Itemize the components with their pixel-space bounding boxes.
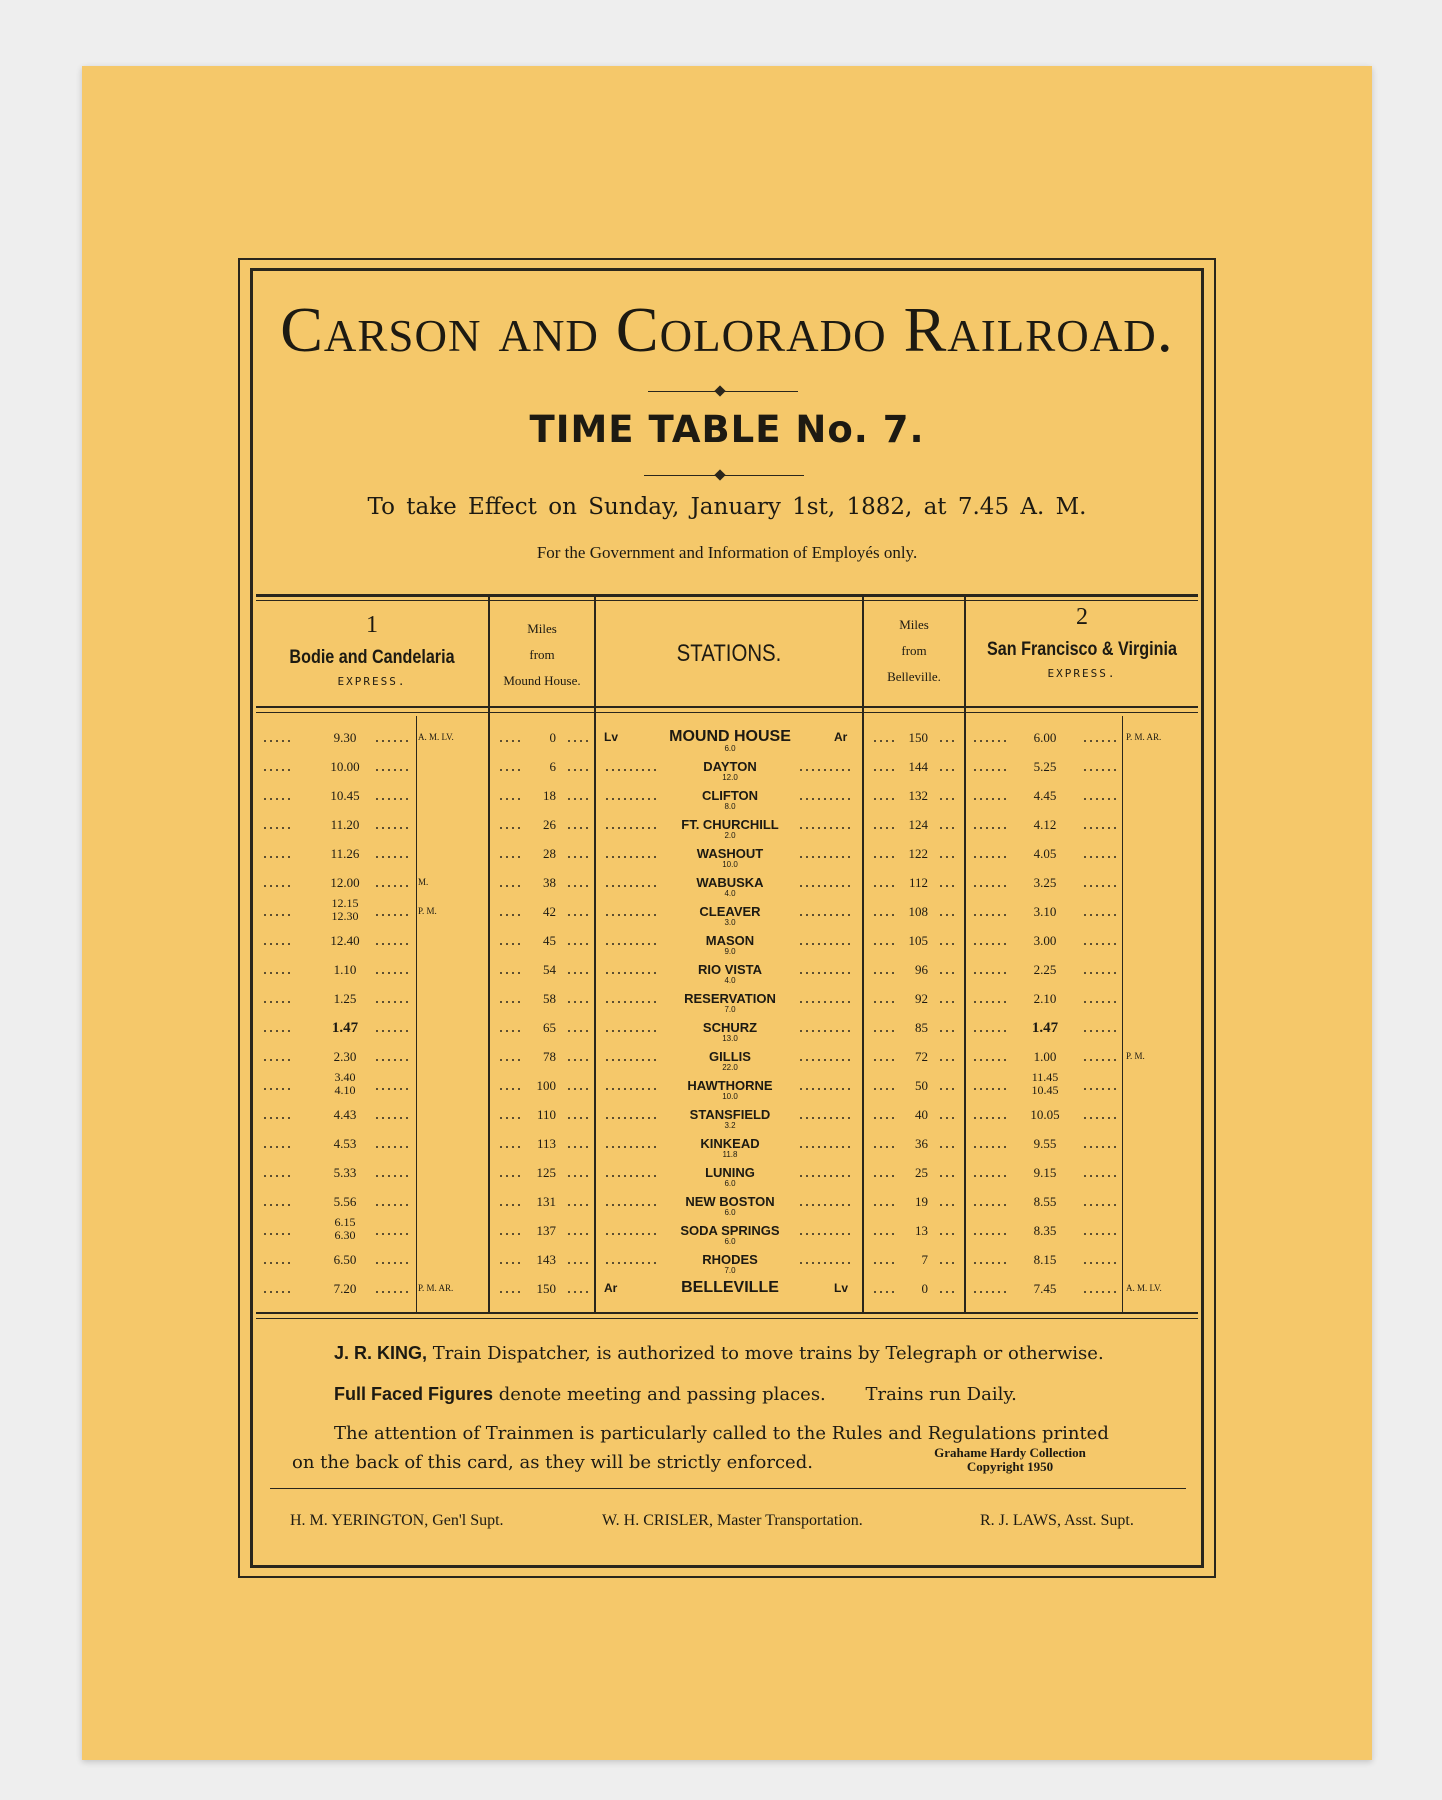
train1-time: 4.53 bbox=[333, 1136, 357, 1151]
train2-time: 1.47 bbox=[1031, 1020, 1059, 1036]
station-leader-right bbox=[798, 827, 854, 829]
leader-dots bbox=[262, 1059, 290, 1061]
station-name: MOUND HOUSE bbox=[669, 728, 791, 745]
station-name: CLEAVER bbox=[699, 904, 761, 919]
station-name: RESERVATION bbox=[684, 991, 776, 1006]
miles-from-mound: 18 bbox=[543, 788, 556, 803]
signature-rule bbox=[270, 1488, 1186, 1489]
leader-dots bbox=[938, 1059, 958, 1061]
leader-dots bbox=[498, 1291, 522, 1293]
miles-from-belleville: 122 bbox=[908, 846, 928, 861]
train2-time: 4.45 bbox=[1033, 788, 1057, 803]
leader-dots bbox=[498, 1001, 522, 1003]
train2-time: 8.55 bbox=[1033, 1194, 1057, 1209]
station-leader-left bbox=[604, 827, 660, 829]
station-name: RHODES bbox=[702, 1252, 758, 1267]
government-note: For the Government and Information of Employés only. bbox=[536, 543, 918, 562]
station-distance: 6.0 bbox=[724, 744, 736, 753]
effective-date: To take Effect on Sunday, January 1st, 1882, at 7.45 A. M. bbox=[367, 494, 1087, 520]
station-name: WASHOUT bbox=[696, 846, 764, 861]
train1-time: 1.10 bbox=[333, 962, 357, 977]
station-leader-left bbox=[604, 1204, 660, 1206]
train2-header bbox=[966, 604, 1198, 680]
leader-dots bbox=[262, 1001, 290, 1003]
train1-time: 1.47 bbox=[331, 1020, 359, 1036]
miles-from-belleville: 150 bbox=[908, 730, 928, 745]
figures-note bbox=[334, 1384, 1254, 1405]
station-name: FT. CHURCHILL bbox=[681, 817, 779, 832]
station-leader-left bbox=[604, 856, 660, 858]
leader-dots bbox=[498, 1175, 522, 1177]
station-name: NEW BOSTON bbox=[685, 1194, 775, 1209]
station-name: KINKEAD bbox=[700, 1136, 760, 1151]
station-distance: 6.0 bbox=[724, 1237, 736, 1246]
leader-dots bbox=[938, 943, 958, 945]
miles-mound-label-3: Mound House. bbox=[503, 673, 581, 688]
miles-from-belleville: 124 bbox=[908, 817, 928, 832]
miles-from-mound: 150 bbox=[536, 1281, 556, 1296]
miles-from-belleville: 108 bbox=[908, 904, 928, 919]
train1-mark: A. M. LV. bbox=[418, 732, 454, 742]
station-leader-right bbox=[798, 1146, 854, 1148]
leader-dots bbox=[498, 769, 522, 771]
dispatcher-name: J. R. KING, bbox=[334, 1343, 428, 1363]
collection-name: Grahame Hardy Collection bbox=[934, 1445, 1086, 1460]
leader-dots bbox=[566, 972, 588, 974]
station-distance: 10.0 bbox=[722, 860, 738, 869]
miles-from-mound: 45 bbox=[543, 933, 556, 948]
train2-time-depart: 10.45 bbox=[1031, 1083, 1059, 1097]
station-distance: 4.0 bbox=[724, 889, 736, 898]
station-leader-right bbox=[798, 1175, 854, 1177]
station-leader-left bbox=[604, 1059, 660, 1061]
table-top-rule bbox=[256, 594, 1198, 597]
dispatcher-note bbox=[334, 1343, 1254, 1364]
station-leader-left bbox=[604, 1088, 660, 1090]
header-bottom-rule-thin bbox=[256, 712, 1198, 713]
miles-from-mound: 26 bbox=[543, 817, 556, 832]
miles-from-belleville: 92 bbox=[915, 991, 928, 1006]
miles-from-belleville: 7 bbox=[921, 1252, 928, 1267]
train2-time: 5.25 bbox=[1033, 759, 1057, 774]
miles-from-belleville: 144 bbox=[908, 759, 928, 774]
miles-mound-label-2: from bbox=[529, 647, 555, 662]
miles-from-mound: 137 bbox=[536, 1223, 556, 1238]
station-leader-right bbox=[798, 798, 854, 800]
train1-name: Bodie and Candelaria bbox=[289, 647, 455, 668]
station-leader-right bbox=[798, 1030, 854, 1032]
signature-gen-supt: H. M. YERINGTON, Gen'l Supt. bbox=[290, 1512, 504, 1529]
train1-mark: P. M. AR. bbox=[418, 1283, 454, 1293]
train2-mark: A. M. LV. bbox=[1126, 1283, 1162, 1293]
leader-dots bbox=[938, 1233, 958, 1235]
station-leave-arrive: Lv bbox=[604, 730, 619, 744]
train1-time: 7.20 bbox=[333, 1281, 357, 1296]
train2-time: 7.45 bbox=[1033, 1281, 1057, 1296]
leader-dots bbox=[262, 1146, 290, 1148]
leader-dots bbox=[938, 1291, 958, 1293]
train1-time: 6.15 bbox=[334, 1215, 356, 1229]
leader-dots bbox=[938, 1204, 958, 1206]
leader-dots bbox=[262, 827, 290, 829]
miles-from-mound: 58 bbox=[543, 991, 556, 1006]
miles-from-mound: 100 bbox=[536, 1078, 556, 1093]
leader-dots bbox=[938, 827, 958, 829]
leader-dots bbox=[498, 914, 522, 916]
station-name: MASON bbox=[705, 933, 755, 948]
leader-dots bbox=[498, 1146, 522, 1148]
station-leader-left bbox=[604, 914, 660, 916]
leader-dots bbox=[262, 885, 290, 887]
leader-dots bbox=[938, 914, 958, 916]
leader-dots bbox=[498, 827, 522, 829]
miles-from-belleville: 40 bbox=[915, 1107, 928, 1122]
leader-dots bbox=[262, 856, 290, 858]
train1-time-depart: 6.30 bbox=[334, 1228, 356, 1242]
miles-from-mound-header bbox=[490, 616, 594, 694]
station-distance: 22.0 bbox=[722, 1063, 738, 1072]
table-top-rule-thin bbox=[256, 600, 1198, 601]
leader-dots bbox=[566, 1291, 588, 1293]
leader-dots bbox=[262, 1175, 290, 1177]
station-distance: 11.8 bbox=[722, 1150, 738, 1159]
miles-from-belleville: 25 bbox=[915, 1165, 928, 1180]
train2-time: 4.12 bbox=[1033, 817, 1057, 832]
station-leader-left bbox=[604, 972, 660, 974]
station-distance: 7.0 bbox=[724, 1005, 736, 1014]
train1-number: 1 bbox=[366, 612, 378, 638]
leader-dots bbox=[566, 914, 588, 916]
station-leader-left bbox=[604, 1175, 660, 1177]
station-name: WABUSKA bbox=[696, 875, 764, 890]
miles-from-belleville: 36 bbox=[915, 1136, 928, 1151]
col-divider-1 bbox=[488, 597, 490, 1313]
train2-time: 9.55 bbox=[1033, 1136, 1057, 1151]
leader-dots bbox=[566, 856, 588, 858]
station-leader-left bbox=[604, 1001, 660, 1003]
train1-time: 11.20 bbox=[330, 817, 360, 832]
miles-from-mound: 113 bbox=[536, 1136, 556, 1151]
station-leader-right bbox=[798, 769, 854, 771]
station-leader-left bbox=[604, 1146, 660, 1148]
train2-time: 9.15 bbox=[1033, 1165, 1057, 1180]
leader-dots bbox=[498, 885, 522, 887]
leader-dots bbox=[262, 972, 290, 974]
train2-time: 10.05 bbox=[1030, 1107, 1060, 1122]
miles-from-mound: 131 bbox=[536, 1194, 556, 1209]
leader-dots bbox=[566, 943, 588, 945]
leader-dots bbox=[566, 1059, 588, 1061]
train1-time: 5.56 bbox=[333, 1194, 357, 1209]
table-bottom-rule bbox=[256, 1312, 1198, 1314]
train2-name: San Francisco & Virginia bbox=[986, 639, 1177, 660]
train1-mark: M. bbox=[418, 877, 429, 887]
leader-dots bbox=[566, 1262, 588, 1264]
miles-from-belleville: 0 bbox=[921, 1281, 928, 1296]
station-leader-right bbox=[798, 972, 854, 974]
station-leader-right bbox=[798, 885, 854, 887]
station-name: DAYTON bbox=[703, 759, 757, 774]
leader-dots bbox=[566, 1001, 588, 1003]
station-distance: 12.0 bbox=[722, 773, 738, 782]
leader-dots bbox=[566, 1233, 588, 1235]
station-leader-left bbox=[604, 769, 660, 771]
train1-kind: EXPRESS. bbox=[337, 675, 407, 688]
leader-dots bbox=[262, 1030, 290, 1032]
train2-time: 11.45 bbox=[1031, 1070, 1059, 1084]
station-name: CLIFTON bbox=[701, 788, 759, 803]
station-leader-right bbox=[798, 1204, 854, 1206]
train2-time: 3.25 bbox=[1033, 875, 1057, 890]
miles-from-mound: 28 bbox=[543, 846, 556, 861]
station-leader-right bbox=[798, 943, 854, 945]
miles-from-belleville: 72 bbox=[915, 1049, 928, 1064]
train1-time: 10.00 bbox=[330, 759, 360, 774]
station-distance: 8.0 bbox=[724, 802, 736, 811]
train2-kind: EXPRESS. bbox=[1047, 667, 1117, 680]
train1-time: 4.43 bbox=[333, 1107, 357, 1122]
leader-dots bbox=[566, 827, 588, 829]
leader-dots bbox=[938, 769, 958, 771]
miles-from-mound: 125 bbox=[536, 1165, 556, 1180]
station-distance: 4.0 bbox=[724, 976, 736, 985]
station-name: GILLIS bbox=[709, 1049, 751, 1064]
trains-daily: Trains run Daily. bbox=[865, 1384, 1017, 1405]
station-leader-left bbox=[604, 943, 660, 945]
miles-from-belleville: 112 bbox=[908, 875, 928, 890]
station-name: RIO VISTA bbox=[697, 962, 763, 977]
station-leader-left bbox=[604, 798, 660, 800]
train2-mark: P. M. AR. bbox=[1126, 732, 1162, 742]
train1-time: 5.33 bbox=[333, 1165, 357, 1180]
col-divider-2 bbox=[594, 597, 596, 1313]
leader-dots bbox=[566, 1117, 588, 1119]
leader-dots bbox=[566, 1175, 588, 1177]
leader-dots bbox=[262, 1088, 290, 1090]
leader-dots bbox=[938, 740, 958, 742]
miles-from-mound: 6 bbox=[549, 759, 556, 774]
leader-dots bbox=[566, 1088, 588, 1090]
leader-dots bbox=[262, 769, 290, 771]
header-bottom-rule bbox=[256, 706, 1198, 708]
station-distance: 10.0 bbox=[722, 1092, 738, 1101]
miles-from-mound: 143 bbox=[536, 1252, 556, 1267]
miles-belleville-label-1: Miles bbox=[899, 617, 929, 632]
leader-dots bbox=[566, 885, 588, 887]
station-distance: 3.2 bbox=[724, 1121, 736, 1130]
leader-dots bbox=[498, 1117, 522, 1119]
dispatcher-text: Train Dispatcher, is authorized to move trains by Telegraph or otherwise. bbox=[432, 1343, 1104, 1364]
leader-dots bbox=[498, 943, 522, 945]
train1-time-depart: 12.30 bbox=[331, 909, 359, 923]
leader-dots bbox=[262, 1233, 290, 1235]
miles-from-belleville: 105 bbox=[908, 933, 928, 948]
miles-from-belleville-header bbox=[864, 612, 964, 690]
station-leader-right bbox=[798, 1088, 854, 1090]
col-divider-4 bbox=[964, 597, 966, 1313]
train1-time: 3.40 bbox=[334, 1070, 356, 1084]
timetable-number: TIME TABLE No. 7. bbox=[529, 408, 925, 451]
miles-from-mound: 42 bbox=[543, 904, 556, 919]
station-arrive-leave: Lv bbox=[834, 1281, 849, 1295]
leader-dots bbox=[262, 798, 290, 800]
train2-time: 8.35 bbox=[1033, 1223, 1057, 1238]
table-bottom-rule-thin bbox=[256, 1318, 1198, 1319]
miles-from-belleville: 132 bbox=[908, 788, 928, 803]
leader-dots bbox=[262, 1262, 290, 1264]
leader-dots bbox=[566, 1204, 588, 1206]
leader-dots bbox=[938, 1001, 958, 1003]
train2-time: 3.10 bbox=[1033, 904, 1057, 919]
train1-time: 1.25 bbox=[333, 991, 357, 1006]
leader-dots bbox=[938, 972, 958, 974]
leader-dots bbox=[566, 1030, 588, 1032]
leader-dots bbox=[938, 885, 958, 887]
station-distance: 6.0 bbox=[724, 1208, 736, 1217]
figures-text: denote meeting and passing places. bbox=[498, 1384, 826, 1405]
station-leader-right bbox=[798, 1262, 854, 1264]
train1-time: 10.45 bbox=[330, 788, 360, 803]
train2-time: 4.05 bbox=[1033, 846, 1057, 861]
station-name: LUNING bbox=[705, 1165, 755, 1180]
station-leader-left bbox=[604, 885, 660, 887]
col-divider-t2-mark bbox=[1122, 716, 1123, 1312]
leader-dots bbox=[498, 1233, 522, 1235]
leader-dots bbox=[498, 972, 522, 974]
leader-dots bbox=[262, 1117, 290, 1119]
train1-time: 12.40 bbox=[330, 933, 360, 948]
collection-credit bbox=[910, 1446, 1110, 1474]
leader-dots bbox=[498, 1059, 522, 1061]
leader-dots bbox=[498, 740, 522, 742]
station-distance: 13.0 bbox=[722, 1034, 738, 1043]
station-leader-right bbox=[798, 914, 854, 916]
leader-dots bbox=[566, 769, 588, 771]
train2-mark: P. M. bbox=[1126, 1051, 1145, 1061]
leader-dots bbox=[262, 1291, 290, 1293]
train2-time: 1.00 bbox=[1033, 1049, 1057, 1064]
miles-from-mound: 54 bbox=[543, 962, 556, 977]
rules-note-line2: on the back of this card, as they will be strictly enforced. bbox=[292, 1452, 813, 1473]
train1-time: 12.15 bbox=[331, 896, 359, 910]
train2-time: 8.15 bbox=[1033, 1252, 1057, 1267]
miles-from-mound: 110 bbox=[536, 1107, 556, 1122]
train1-time-depart: 4.10 bbox=[334, 1083, 356, 1097]
leader-dots bbox=[566, 798, 588, 800]
station-distance: 3.0 bbox=[724, 918, 736, 927]
miles-from-belleville: 85 bbox=[915, 1020, 928, 1035]
train2-time: 2.25 bbox=[1033, 962, 1057, 977]
leader-dots bbox=[498, 1262, 522, 1264]
train2-time: 6.00 bbox=[1033, 730, 1057, 745]
signature-asst: R. J. LAWS, Asst. Supt. bbox=[980, 1512, 1134, 1529]
station-leader-left bbox=[604, 1233, 660, 1235]
rules-note-line1: The attention of Trainmen is particularly called to the Rules and Regulations printed bbox=[334, 1423, 1109, 1444]
copyright-line: Copyright 1950 bbox=[966, 1459, 1054, 1474]
leader-dots bbox=[262, 1204, 290, 1206]
leader-dots bbox=[938, 856, 958, 858]
train1-time: 12.00 bbox=[330, 875, 360, 890]
train1-time: 2.30 bbox=[333, 1049, 357, 1064]
train1-time: 9.30 bbox=[333, 730, 357, 745]
stations-header: STATIONS. bbox=[676, 640, 782, 667]
station-leader-left bbox=[604, 1117, 660, 1119]
train2-time: 3.00 bbox=[1033, 933, 1057, 948]
col-divider-t1-mark bbox=[416, 716, 417, 1312]
station-name: SCHURZ bbox=[702, 1020, 758, 1035]
leader-dots bbox=[262, 914, 290, 916]
leader-dots bbox=[262, 943, 290, 945]
train1-time: 11.26 bbox=[330, 846, 360, 861]
miles-from-mound: 78 bbox=[543, 1049, 556, 1064]
station-leader-right bbox=[798, 1233, 854, 1235]
miles-mound-label-1: Miles bbox=[527, 621, 557, 636]
col-divider-3 bbox=[862, 597, 864, 1313]
station-leader-right bbox=[798, 1001, 854, 1003]
station-leader-right bbox=[798, 856, 854, 858]
leader-dots bbox=[938, 1030, 958, 1032]
station-distance: 7.0 bbox=[724, 1266, 736, 1275]
station-leave-arrive: Ar bbox=[604, 1281, 618, 1295]
miles-from-mound: 0 bbox=[549, 730, 556, 745]
miles-from-belleville: 19 bbox=[915, 1194, 928, 1209]
station-distance: 9.0 bbox=[724, 947, 736, 956]
station-distance: 2.0 bbox=[724, 831, 736, 840]
station-name: STANSFIELD bbox=[689, 1107, 771, 1122]
station-leader-right bbox=[798, 1117, 854, 1119]
station-leader-left bbox=[604, 1030, 660, 1032]
train1-mark: P. M. bbox=[418, 906, 437, 916]
leader-dots bbox=[566, 740, 588, 742]
train2-number: 2 bbox=[1076, 604, 1088, 630]
leader-dots bbox=[938, 1262, 958, 1264]
station-name: HAWTHORNE bbox=[687, 1078, 773, 1093]
miles-belleville-label-2: from bbox=[901, 643, 927, 658]
leader-dots bbox=[262, 740, 290, 742]
station-leader-left bbox=[604, 1262, 660, 1264]
leader-dots bbox=[938, 1175, 958, 1177]
miles-belleville-label-3: Belleville. bbox=[887, 669, 941, 684]
leader-dots bbox=[498, 798, 522, 800]
miles-from-belleville: 13 bbox=[915, 1223, 928, 1238]
station-name: BELLEVILLE bbox=[681, 1279, 779, 1296]
train1-time: 6.50 bbox=[333, 1252, 357, 1267]
miles-from-mound: 65 bbox=[543, 1020, 556, 1035]
railroad-title: Carson and Colorado Railroad. bbox=[280, 294, 1174, 365]
leader-dots bbox=[566, 1146, 588, 1148]
station-leader-right bbox=[798, 1059, 854, 1061]
station-name: SODA SPRINGS bbox=[680, 1223, 780, 1238]
leader-dots bbox=[938, 798, 958, 800]
station-arrive-leave: Ar bbox=[834, 730, 848, 744]
station-distance: 6.0 bbox=[724, 1179, 736, 1188]
leader-dots bbox=[498, 856, 522, 858]
miles-from-belleville: 50 bbox=[915, 1078, 928, 1093]
train2-time: 2.10 bbox=[1033, 991, 1057, 1006]
signature-master: W. H. CRISLER, Master Transportation. bbox=[602, 1512, 863, 1529]
leader-dots bbox=[938, 1117, 958, 1119]
leader-dots bbox=[498, 1030, 522, 1032]
miles-from-belleville: 96 bbox=[915, 962, 928, 977]
miles-from-mound: 38 bbox=[543, 875, 556, 890]
train1-header bbox=[256, 612, 488, 688]
leader-dots bbox=[498, 1204, 522, 1206]
leader-dots bbox=[938, 1146, 958, 1148]
leader-dots bbox=[498, 1088, 522, 1090]
leader-dots bbox=[938, 1088, 958, 1090]
full-faced-figures: Full Faced Figures bbox=[334, 1384, 494, 1404]
